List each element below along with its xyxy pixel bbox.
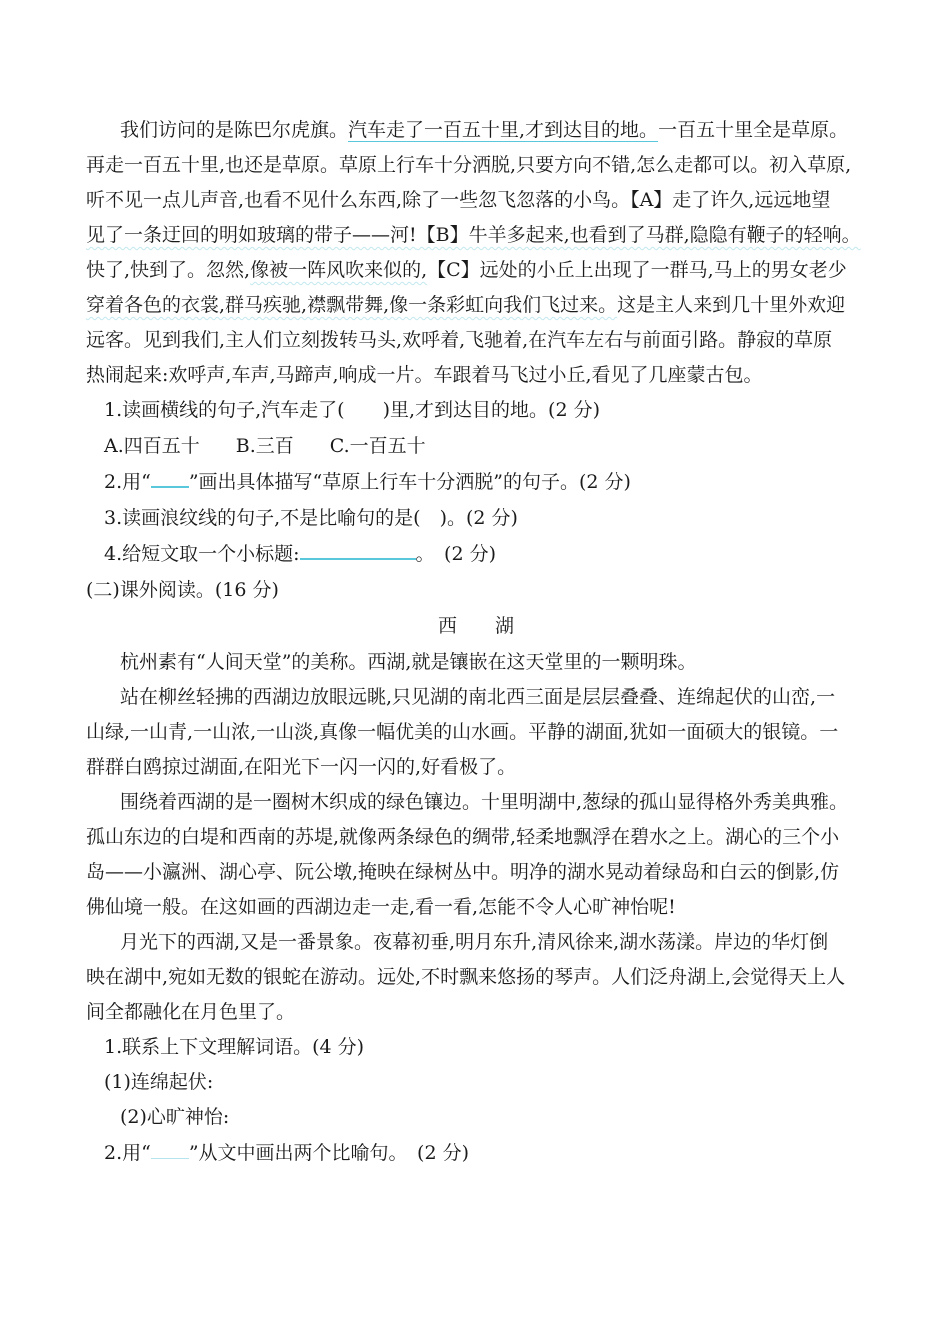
- article-para-4-line-2: 映在湖中,宛如无数的银蛇在游动。远处,不时飘来悠扬的琴声。人们泛舟湖上,会觉得天上人: [86, 966, 846, 988]
- wavy-underlined-sentence: 穿着各色的衣裳,群马疾驰,襟飘带舞,像一条彩虹向我们飞过来。: [86, 294, 618, 316]
- option-b: B.三百: [235, 435, 294, 457]
- text: 一百五十里全是草原。: [658, 119, 849, 141]
- question-2-1-b: (2)心旷神怡:: [120, 1106, 230, 1128]
- option-a: A.四百五十: [104, 435, 200, 457]
- article-title: 西湖: [438, 615, 553, 637]
- passage1-line-6: [86, 291, 845, 319]
- underlined-sentence: 汽车走了一百五十里,才到达目的地。: [348, 119, 659, 141]
- question-2-1-a: (1)连绵起伏:: [104, 1071, 214, 1093]
- question-1-1: 1.读画横线的句子,汽车走了( )里,才到达目的地。(2 分): [104, 399, 600, 421]
- article-para-2-line-1: 站在柳丝轻拂的西湖边放眼远眺,只见湖的南北西三面是层层叠叠、连绵起伏的山峦,一: [120, 686, 836, 708]
- wavy-underlined-sentence: 【B】牛羊多起来,也看到了马群,隐隐有鞭子的轻响。: [416, 224, 861, 246]
- passage1-line-4: [86, 221, 861, 249]
- article-para-3-line-2: 孤山东边的白堤和西南的苏堤,就像两条绿色的绸带,轻柔地飘浮在碧水之上。湖心的三个小: [86, 826, 840, 848]
- article-para-2-line-2: 山绿,一山青,一山浓,一山淡,真像一幅优美的山水画。平静的湖面,犹如一面硕大的银镜。一: [86, 721, 839, 743]
- question-2-1: 1.联系上下文理解词语。(4 分): [104, 1036, 365, 1058]
- option-c: C.一百五十: [329, 435, 426, 457]
- passage1-line-2: 再走一百五十里,也还是草原。草原上行车十分洒脱,只要方向不错,怎么走都可以。初入草原,: [86, 154, 852, 176]
- wavy-underlined-sentence: 像被一阵风吹来似的,: [250, 259, 428, 281]
- question-1-4: [104, 540, 496, 568]
- underline-sample: [151, 468, 189, 488]
- article-para-1: 杭州素有“人间天堂”的美称。西湖,就是镶嵌在这天堂里的一颗明珠。: [120, 651, 697, 673]
- question-1-2: [104, 468, 631, 496]
- passage1-line-8: 热闹起来:欢呼声,车声,马蹄声,响成一片。车跟着马飞过小丘,看见了几座蒙古包。: [86, 364, 763, 386]
- article-para-3-line-3: 岛——小瀛洲、湖心亭、阮公墩,掩映在绿树丛中。明净的湖水晃动着绿岛和白云的倒影,仿: [86, 861, 840, 883]
- passage1-line-7: 远客。见到我们,主人们立刻拨转马头,欢呼着,飞驰着,在汽车左右与前面引路。静寂的草原: [86, 329, 833, 351]
- text: 2.用“: [104, 471, 151, 493]
- text: 我们访问的是陈巴尔虎旗。: [120, 119, 349, 141]
- text: 4.给短文取一个小标题:: [104, 543, 300, 565]
- text: 【C】远处的小丘上出现了一群马,马上的男女老少: [427, 259, 847, 281]
- answer-blank[interactable]: [300, 540, 416, 560]
- article-para-2-line-3: 群群白鸥掠过湖面,在阳光下一闪一闪的,好看极了。: [86, 756, 517, 778]
- question-1-1-options: [104, 432, 426, 460]
- passage1-line-5: [86, 256, 847, 284]
- section-heading: (二)课外阅读。(16 分): [86, 579, 279, 601]
- passage1-line-3: 听不见一点儿声音,也看不见什么东西,除了一些忽飞忽落的小鸟。【A】走了许久,远远地望: [86, 189, 831, 211]
- article-para-3-line-1: 围绕着西湖的是一圈树木织成的绿色镶边。十里明湖中,葱绿的孤山显得格外秀美典雅。: [120, 791, 849, 813]
- question-2-2: [104, 1139, 469, 1167]
- wavy-underlined-sentence: 见了一条迂回的明如玻璃的带子——河!: [86, 224, 417, 246]
- text: ”从文中画出两个比喻句。 (2 分): [188, 1142, 470, 1164]
- passage1-line-1: [120, 116, 848, 144]
- underline-sample: [151, 1140, 189, 1159]
- question-1-3: 3.读画浪纹线的句子,不是比喻句的是( )。(2 分): [104, 507, 518, 529]
- text: 。 (2 分): [415, 543, 496, 565]
- text: 2.用“: [104, 1142, 151, 1164]
- article-para-4-line-1: 月光下的西湖,又是一番景象。夜幕初垂,明月东升,清风徐来,湖水荡漾。岸边的华灯倒: [120, 931, 829, 953]
- text: ”画出具体描写“草原上行车十分洒脱”的句子。(2 分): [188, 471, 631, 493]
- text: 这是主人来到几十里外欢迎: [617, 294, 846, 316]
- article-para-3-line-4: 佛仙境一般。在这如画的西湖边走一走,看一看,怎能不令人心旷神怡呢!: [86, 896, 676, 918]
- article-para-4-line-3: 间全都融化在月色里了。: [86, 1001, 296, 1023]
- text: 快了,快到了。忽然,: [86, 259, 251, 281]
